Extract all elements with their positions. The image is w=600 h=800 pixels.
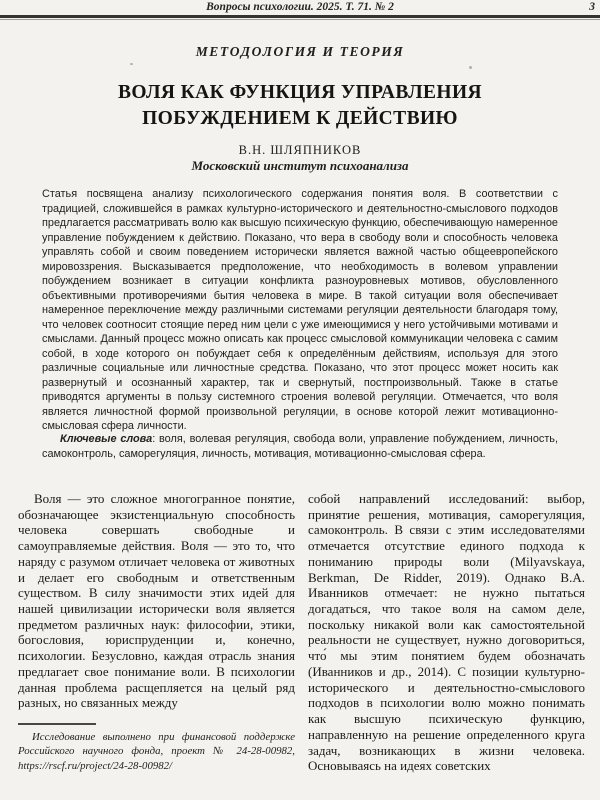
- header-rule-thick: [0, 15, 600, 18]
- author-affiliation: Московский институт психоанализа: [191, 158, 409, 173]
- keywords-label: Ключевые слова: [60, 433, 153, 445]
- funding-footnote: Исследование выполнено при финансовой поддержке Российского научного фонда, проект № 24-28-00982, https://rscf.ru/project/24-28-00982/: [18, 731, 295, 772]
- right-column: [308, 491, 585, 774]
- footnote-rule: [18, 723, 96, 725]
- keywords-block: [42, 432, 558, 461]
- right-column-paragraph: собой направлений исследований: выбор, принятие решения, мотивация, саморегуляция, самоконтроль. В связи с этим исследователями отмечается отсутствие единого подхода к пониманию природы воли (Milyavskaya, Berkman, De Ridder, 2019). Однако В.А. Иванников отмечает: не нужно пытаться догадаться, что такое воля на самом деле, поскольку никакой воли как самостоятельной реальности не существует, нужно договориться, что́ мы этим понятием будем обозначать (Иванников и др., 2014). С позиции культурно-исторического и деятельностно-смыслового подходов в психологии волю можно понимать как высшую психическую функцию, направленную на решение определенного круга задач, возникающих в жизни человека. Основываясь на идеях советских: [308, 491, 585, 774]
- left-column: [18, 491, 295, 774]
- scan-speck: [130, 63, 133, 65]
- running-head: Вопросы психологии. 2025. Т. 71. № 2: [206, 1, 394, 13]
- article-title: [0, 80, 600, 131]
- article-title-line1: ВОЛЯ КАК ФУНКЦИЯ УПРАВЛЕНИЯ: [117, 82, 483, 103]
- keywords-text: : воля, волевая регуляция, свобода воли, управление побуждением, личность, самоконтроль, саморегуляция, личность, мотивация, мотивационно-смысловая сфера.: [42, 433, 559, 460]
- abstract-text: Статья посвящена анализу психологического содержания понятия воля. В соответствии с традицией, сложившейся в рамках культурно-исторического и деятельностно-смыслового подходов предлагается рассматривать волю как высшую психическую функцию, обеспечивающую намеренное управление побуждением к действию. Показано, что вера в свободу воли и способность человека управлять собой и своим поведением исторически является важной частью общеевропейского мировоззрения. Высказывается предположение, что необходимость в волевом управлении побуждением возникает в ситуации конфликта разноуровневых мотивов, обусловленного объективными противоречиями бытия человека в мире. В такой ситуации воля обеспечивает намеренное переключение между различными системами регуляции деятельности благодаря тому, что человек соотносит стоящие перед ним цели с уже имеющимися у него устойчивыми мотивами и смыслами. Данный процесс можно описать как процесс смысловой коммуникации человека с самим собой, в ходе которого он побуждает себя к определённым действиям, используя для этого различные социальные или личностные средства. Показано, что этот процесс может носить как развернутый и осознанный характер, так и свернутый, постпроизвольный. Также в статье приводятся аргументы в пользу системного строения волевой регуляции. Отмечается, что воля является личностной формой произвольной регуляции, в основе которой лежит мотивационно-смысловая сфера личности.: [42, 188, 558, 432]
- section-heading: МЕТОДОЛОГИЯ И ТЕОРИЯ: [195, 44, 405, 59]
- page-number: 3: [589, 1, 595, 13]
- article-title-line2: ПОБУЖДЕНИЕМ К ДЕЙСТВИЮ: [142, 107, 458, 129]
- header-rule: [0, 15, 600, 20]
- header-rule-thin: [0, 19, 600, 20]
- body-columns: [18, 491, 585, 774]
- left-column-paragraph: Воля — это сложное многогранное понятие, обозначающее экзистенциальную способность человека совершать свободные и самоуправляемые действия. Воля — это то, что наряду с разумом отличает человека от животных и делает его свободным и ответственным существом. В силу значимости этих идей для нашей цивилизации исторически воля является предметом различных наук: философии, этики, богословия, юриспруденции и, конечно, психологии. Безусловно, каждая отрасль знания предлагает свое понимание воли. В психологии данная проблема расщепляется на целый ряд разных, но связанных между: [18, 491, 295, 711]
- author-name: В.Н. ШЛЯПНИКОВ: [238, 143, 362, 157]
- scan-speck: [104, 190, 106, 192]
- scan-speck: [469, 66, 472, 69]
